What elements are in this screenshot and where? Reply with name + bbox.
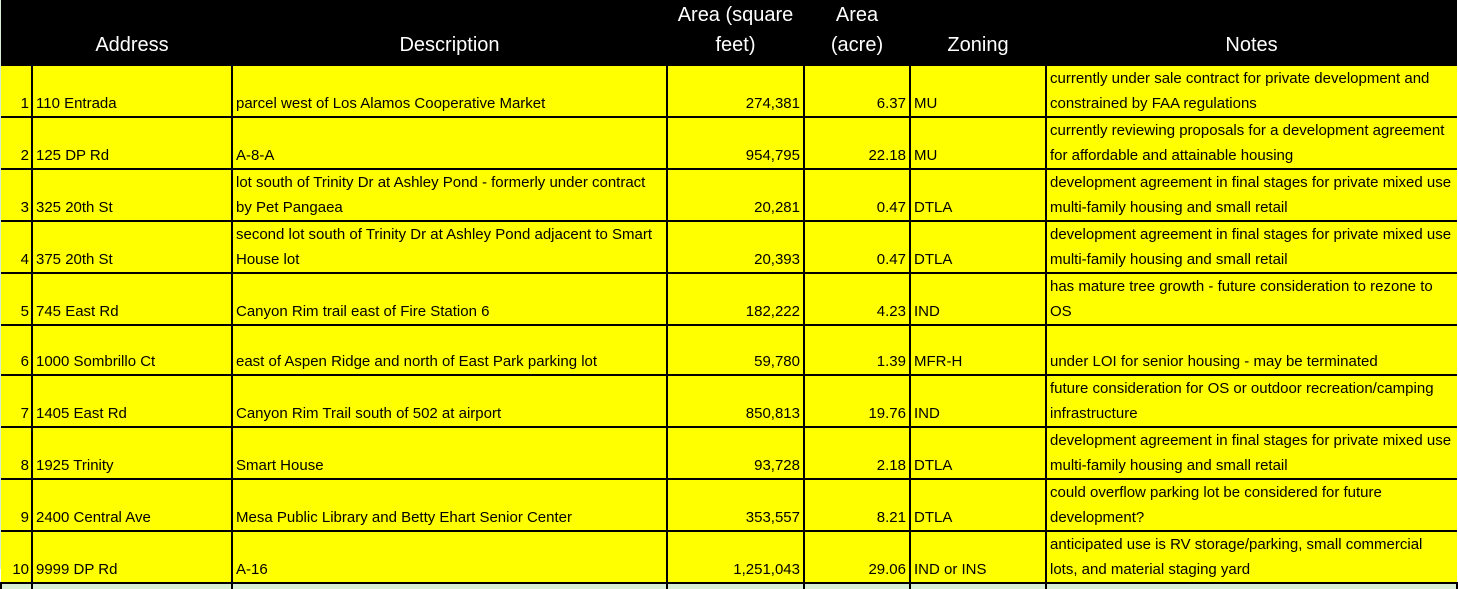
cell-address[interactable]: 125 DP Rd — [32, 117, 232, 169]
cell-address[interactable]: 2400 Central Ave — [32, 479, 232, 531]
cell-zoning[interactable]: IND — [910, 375, 1046, 427]
cell-area-sqft[interactable]: 353,557 — [667, 479, 804, 531]
cell-description[interactable]: east of Aspen Ridge and north of East Park parking lot — [232, 325, 667, 375]
cell-area-sqft[interactable]: 20,393 — [667, 221, 804, 273]
empty-cell[interactable] — [804, 583, 910, 589]
cell-area-acre[interactable]: 6.37 — [804, 65, 910, 117]
table-row — [1, 375, 1457, 427]
cell-area-acre[interactable]: 4.23 — [804, 273, 910, 325]
cell-address[interactable]: 110 Entrada — [32, 65, 232, 117]
cell-description[interactable]: Canyon Rim Trail south of 502 at airport — [232, 375, 667, 427]
cell-row-number[interactable]: 7 — [1, 375, 32, 427]
table-row — [1, 221, 1457, 273]
cell-address[interactable]: 375 20th St — [32, 221, 232, 273]
cell-description[interactable]: Canyon Rim trail east of Fire Station 6 — [232, 273, 667, 325]
cell-area-acre[interactable]: 8.21 — [804, 479, 910, 531]
cell-notes[interactable]: could overflow parking lot be considered for future development? — [1046, 479, 1457, 531]
cell-area-acre[interactable]: 29.06 — [804, 531, 910, 583]
table-row — [1, 479, 1457, 531]
cell-zoning[interactable]: MFR-H — [910, 325, 1046, 375]
cell-description[interactable]: Mesa Public Library and Betty Ehart Senior Center — [232, 479, 667, 531]
header-description[interactable]: Description — [232, 0, 667, 65]
cell-address[interactable]: 9999 DP Rd — [32, 531, 232, 583]
cell-row-number[interactable]: 8 — [1, 427, 32, 479]
empty-cell[interactable] — [32, 583, 232, 589]
header-zoning[interactable]: Zoning — [910, 0, 1046, 65]
table-row — [1, 273, 1457, 325]
cell-row-number[interactable]: 3 — [1, 169, 32, 221]
cell-notes[interactable]: future consideration for OS or outdoor recreation/camping infrastructure — [1046, 375, 1457, 427]
cell-area-sqft[interactable]: 93,728 — [667, 427, 804, 479]
cell-area-sqft[interactable]: 954,795 — [667, 117, 804, 169]
table-row — [1, 65, 1457, 117]
cell-notes[interactable]: has mature tree growth - future consideration to rezone to OS — [1046, 273, 1457, 325]
header-address[interactable]: Address — [32, 0, 232, 65]
empty-cell[interactable] — [1, 583, 32, 589]
cell-row-number[interactable]: 2 — [1, 117, 32, 169]
cell-notes[interactable]: currently reviewing proposals for a development agreement for affordable and attainable housing — [1046, 117, 1457, 169]
cell-area-sqft[interactable]: 1,251,043 — [667, 531, 804, 583]
cell-notes[interactable]: currently under sale contract for private development and constrained by FAA regulations — [1046, 65, 1457, 117]
cell-zoning[interactable]: IND — [910, 273, 1046, 325]
header-num[interactable] — [1, 0, 32, 65]
cell-notes[interactable]: anticipated use is RV storage/parking, small commercial lots, and material staging yard — [1046, 531, 1457, 583]
header-row — [1, 0, 1457, 65]
table-row — [1, 117, 1457, 169]
header-area-acre[interactable] — [804, 0, 910, 65]
cell-address[interactable]: 1405 East Rd — [32, 375, 232, 427]
cell-zoning[interactable]: DTLA — [910, 479, 1046, 531]
cell-description[interactable]: parcel west of Los Alamos Cooperative Market — [232, 65, 667, 117]
cell-description[interactable]: A-8-A — [232, 117, 667, 169]
cell-area-acre[interactable]: 2.18 — [804, 427, 910, 479]
cell-address[interactable]: 325 20th St — [32, 169, 232, 221]
cell-notes[interactable]: development agreement in final stages for private mixed use multi-family housing and small retail — [1046, 169, 1457, 221]
empty-cell[interactable] — [910, 583, 1046, 589]
cell-row-number[interactable]: 1 — [1, 65, 32, 117]
empty-cell[interactable] — [1046, 583, 1457, 589]
cell-description[interactable]: A-16 — [232, 531, 667, 583]
cell-notes[interactable]: development agreement in final stages for private mixed use multi-family housing and small retail — [1046, 427, 1457, 479]
cell-area-acre[interactable]: 1.39 — [804, 325, 910, 375]
table-row — [1, 427, 1457, 479]
table-row — [1, 325, 1457, 375]
next-row-partial — [1, 583, 1457, 589]
cell-row-number[interactable]: 4 — [1, 221, 32, 273]
header-area-sqft-line1: Area (square — [677, 4, 794, 26]
empty-cell[interactable] — [232, 583, 667, 589]
cell-zoning[interactable]: DTLA — [910, 427, 1046, 479]
header-area-sqft[interactable] — [667, 0, 804, 65]
cell-area-sqft[interactable]: 182,222 — [667, 273, 804, 325]
cell-area-acre[interactable]: 19.76 — [804, 375, 910, 427]
header-area-acre-line2: (acre) — [830, 34, 884, 56]
cell-area-acre[interactable]: 22.18 — [804, 117, 910, 169]
cell-description[interactable]: second lot south of Trinity Dr at Ashley Pond adjacent to Smart House lot — [232, 221, 667, 273]
cell-address[interactable]: 745 East Rd — [32, 273, 232, 325]
cell-zoning[interactable]: IND or INS — [910, 531, 1046, 583]
empty-cell[interactable] — [667, 583, 804, 589]
cell-area-sqft[interactable]: 59,780 — [667, 325, 804, 375]
header-area-acre-line1: Area — [835, 4, 879, 26]
cell-area-sqft[interactable]: 850,813 — [667, 375, 804, 427]
cell-address[interactable]: 1925 Trinity — [32, 427, 232, 479]
cell-notes[interactable]: development agreement in final stages for private mixed use multi-family housing and small retail — [1046, 221, 1457, 273]
cell-area-sqft[interactable]: 20,281 — [667, 169, 804, 221]
cell-description[interactable]: lot south of Trinity Dr at Ashley Pond - formerly under contract by Pet Pangaea — [232, 169, 667, 221]
table-row — [1, 169, 1457, 221]
cell-row-number[interactable]: 10 — [1, 531, 32, 583]
cell-area-sqft[interactable]: 274,381 — [667, 65, 804, 117]
cell-row-number[interactable]: 6 — [1, 325, 32, 375]
cell-address[interactable]: 1000 Sombrillo Ct — [32, 325, 232, 375]
cell-zoning[interactable]: MU — [910, 65, 1046, 117]
table-row — [1, 531, 1457, 583]
cell-notes[interactable]: under LOI for senior housing - may be terminated — [1046, 325, 1457, 375]
header-notes[interactable]: Notes — [1046, 0, 1457, 65]
cell-row-number[interactable]: 9 — [1, 479, 32, 531]
cell-zoning[interactable]: MU — [910, 117, 1046, 169]
cell-zoning[interactable]: DTLA — [910, 169, 1046, 221]
cell-area-acre[interactable]: 0.47 — [804, 221, 910, 273]
cell-zoning[interactable]: DTLA — [910, 221, 1046, 273]
cell-area-acre[interactable]: 0.47 — [804, 169, 910, 221]
header-area-sqft-line2: feet) — [715, 34, 756, 56]
cell-description[interactable]: Smart House — [232, 427, 667, 479]
cell-row-number[interactable]: 5 — [1, 273, 32, 325]
